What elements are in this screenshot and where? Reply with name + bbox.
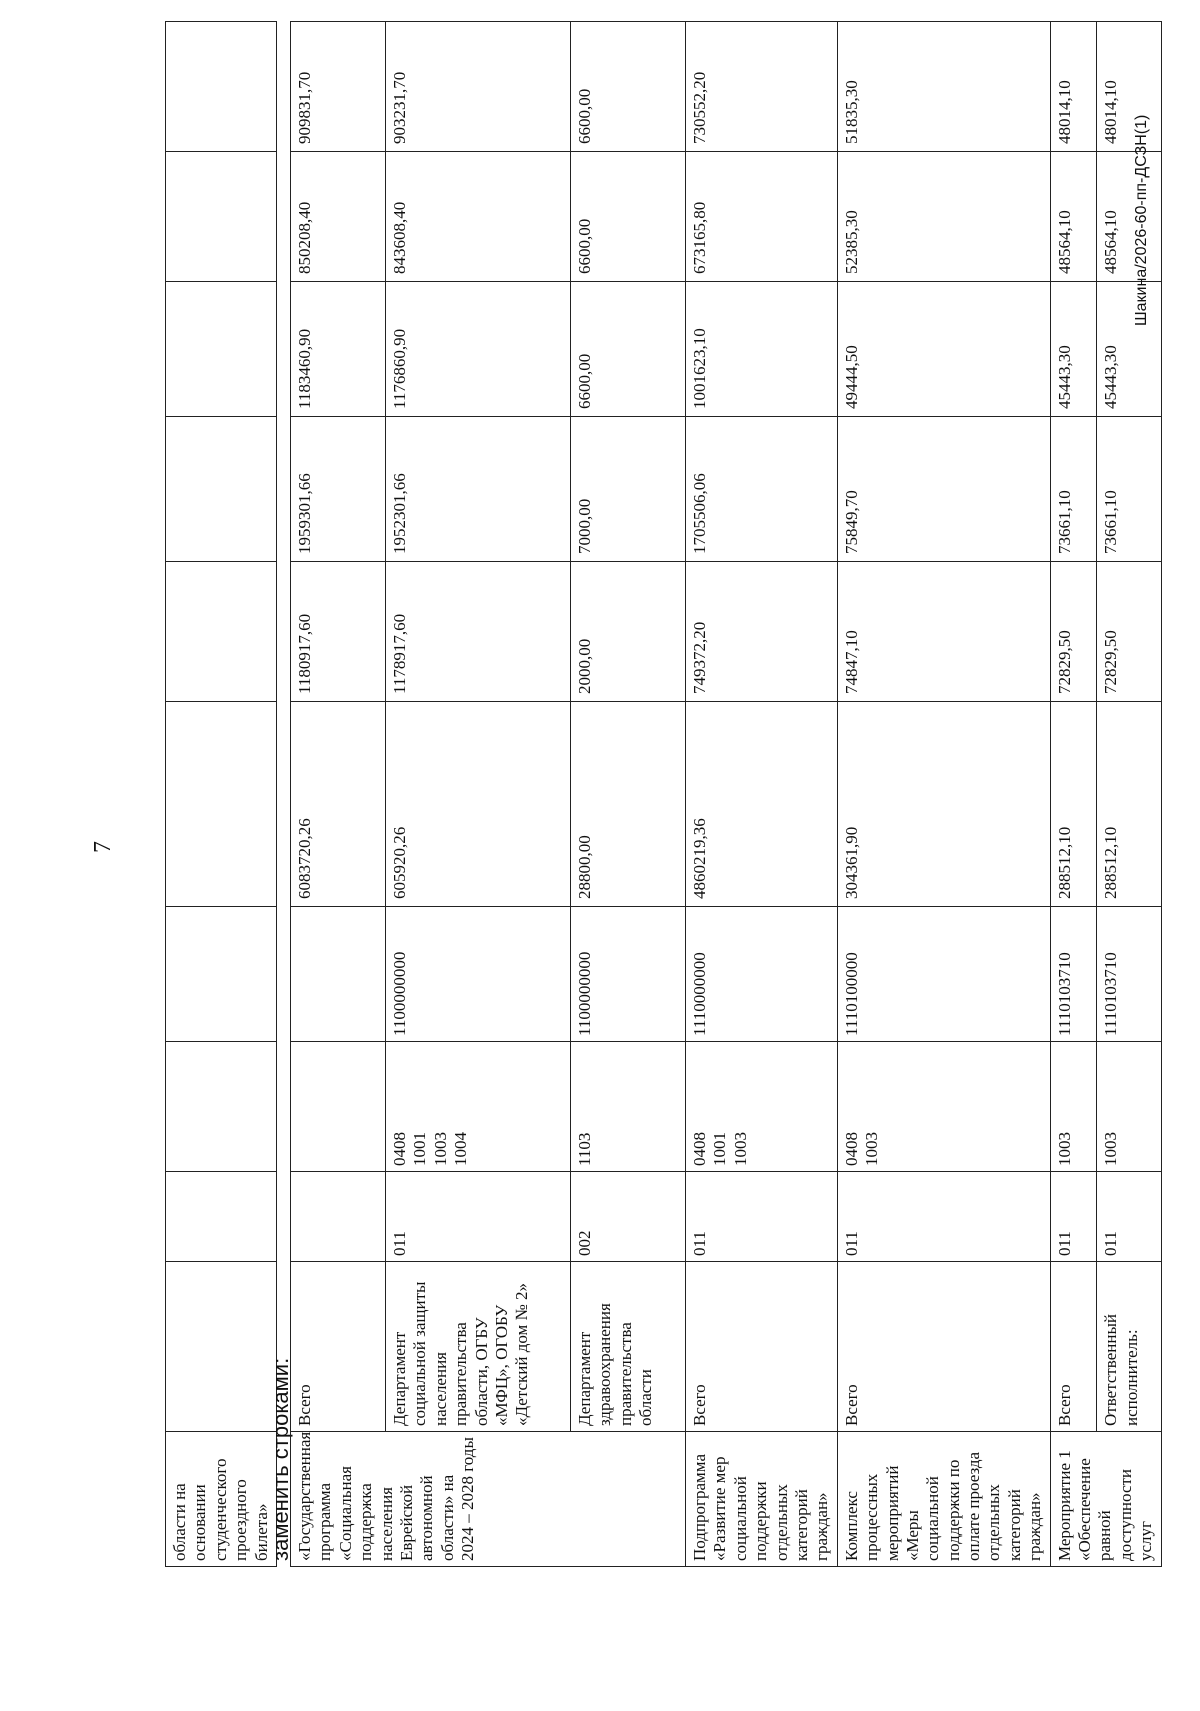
cell-2028: 909831,70: [291, 22, 386, 152]
document-code: Шакина/2026-60-пп-ДСЗН(1): [1133, 114, 1150, 326]
cell-2026: 1183460,90: [291, 282, 386, 417]
page-number: 7: [90, 841, 116, 853]
cell-name: Подпрограмма «Развитие мер социальной поддержки отдельных категорий граждан»: [686, 1432, 838, 1567]
cell-total: 288512,10: [1050, 702, 1097, 907]
cell-2028: 730552,20: [686, 22, 838, 152]
budget-table: [290, 21, 1162, 1567]
cell-total: 28800,00: [571, 702, 686, 907]
cell-2024: 749372,20: [686, 562, 838, 702]
cell-csr: 1100000000: [386, 907, 571, 1042]
rzpr-code: 0408: [841, 1132, 861, 1166]
table-row: [1050, 22, 1097, 1567]
cell-2024: 72829,50: [1050, 562, 1097, 702]
cell-2028: 6600,00: [571, 22, 686, 152]
cell-name: «Государственная программа «Социальная поддержка населения Еврейской автономной области» на 2024 – 2028 годы: [291, 1432, 686, 1567]
rzpr-code: 1001: [710, 1132, 730, 1166]
cell-2027: 843608,40: [386, 152, 571, 282]
rzpr-code: 1103: [575, 1132, 594, 1166]
cell-csr: 1110103710: [1050, 907, 1097, 1042]
cell-executor: Всего: [686, 1262, 838, 1432]
cell-grbs: 011: [686, 1172, 838, 1262]
cell-2027: 48564,10: [1097, 152, 1161, 282]
table-row: [686, 22, 838, 1567]
cell-2025: 1705506,06: [686, 417, 838, 562]
table-row: [166, 22, 277, 1567]
cell-2027: 673165,80: [686, 152, 838, 282]
rzpr-code: 1004: [451, 1132, 471, 1166]
cell-grbs: 011: [837, 1172, 1050, 1262]
cell-name: области на основании студенческого проездного билета»: [166, 1432, 277, 1567]
cell-2024: 2000,00: [571, 562, 686, 702]
cell-grbs: 002: [571, 1172, 686, 1262]
cell-rzpr: [386, 1042, 571, 1172]
cell-2026: 45443,30: [1097, 282, 1161, 417]
cell-total: 304361,90: [837, 702, 1050, 907]
table-row: [571, 22, 686, 1567]
cell-2025: 1959301,66: [291, 417, 386, 562]
cell-csr: 1100000000: [571, 907, 686, 1042]
cell-2025: 1952301,66: [386, 417, 571, 562]
rzpr-code: 1003: [862, 1132, 882, 1166]
cell-2028: 48014,10: [1097, 22, 1161, 152]
table-row: [1097, 22, 1161, 1567]
cell-grbs: 011: [386, 1172, 571, 1262]
cell-total: 605920,26: [386, 702, 571, 907]
table-row: [837, 22, 1050, 1567]
cell-grbs: 011: [1050, 1172, 1097, 1262]
rzpr-code: 1001: [410, 1132, 430, 1166]
rzpr-code: 1003: [1101, 1132, 1121, 1166]
cell-csr: 1110100000: [837, 907, 1050, 1042]
cell-csr: 1110103710: [1097, 907, 1161, 1042]
cell-csr: [291, 907, 386, 1042]
rzpr-code: 0408: [390, 1132, 409, 1166]
cell-rzpr: [1050, 1042, 1097, 1172]
cell-rzpr: [1097, 1042, 1161, 1172]
cell-2028: 51835,30: [837, 22, 1050, 152]
rzpr-code: 1003: [1054, 1132, 1074, 1166]
table-row: [291, 22, 386, 1567]
cell-2026: 1176860,90: [386, 282, 571, 417]
cell-2024: 1180917,60: [291, 562, 386, 702]
cell-executor: Департамент здравоохранения правительства области: [571, 1262, 686, 1432]
cell-rzpr: [686, 1042, 838, 1172]
cell-name: Комплекс процессных мероприятий «Меры социальной поддержки по оплате проезда отдельных категорий граждан»: [837, 1432, 1050, 1567]
cell-2028: 903231,70: [386, 22, 571, 152]
cell-name: Мероприятие 1 «Обеспечение равной доступности услуг: [1050, 1432, 1161, 1567]
cell-grbs: [291, 1172, 386, 1262]
cell-2026: 1001623,10: [686, 282, 838, 417]
cell-2026: 6600,00: [571, 282, 686, 417]
cell-executor: Ответственный исполнитель:: [1097, 1262, 1161, 1432]
cell-2027: 48564,10: [1050, 152, 1097, 282]
cell-total: 6083720,26: [291, 702, 386, 907]
cell-2026: 49444,50: [837, 282, 1050, 417]
rzpr-code: 1003: [730, 1132, 750, 1166]
rzpr-code: 1003: [430, 1132, 450, 1166]
cell-executor: Всего: [291, 1262, 386, 1432]
cell-2027: 850208,40: [291, 152, 386, 282]
cell-2024: 1178917,60: [386, 562, 571, 702]
cell-rzpr: [291, 1042, 386, 1172]
table-row: [386, 22, 571, 1567]
rzpr-code: 0408: [690, 1132, 709, 1166]
cell-executor: Всего: [837, 1262, 1050, 1432]
cell-2025: 75849,70: [837, 417, 1050, 562]
cell-2024: 74847,10: [837, 562, 1050, 702]
cell-2025: 73661,10: [1097, 417, 1161, 562]
cell-executor: Всего: [1050, 1262, 1097, 1432]
cell-csr: 1110000000: [686, 907, 838, 1042]
cell-2027: 6600,00: [571, 152, 686, 282]
cell-total: 4860219,36: [686, 702, 838, 907]
replace-label: заменить строками:: [268, 1357, 293, 1561]
cell-2026: 45443,30: [1050, 282, 1097, 417]
cell-rzpr: [837, 1042, 1050, 1172]
cell-2028: 48014,10: [1050, 22, 1097, 152]
cell-executor: Департамент социальной защиты населения правительства области, ОГБУ «МФЦ», ОГОБУ «Детский дом № 2»: [386, 1262, 571, 1432]
cell-rzpr: [571, 1042, 686, 1172]
cell-grbs: 011: [1097, 1172, 1161, 1262]
cell-2025: 7000,00: [571, 417, 686, 562]
cell-2025: 73661,10: [1050, 417, 1097, 562]
cell-2024: 72829,50: [1097, 562, 1161, 702]
cell-2027: 52385,30: [837, 152, 1050, 282]
top-table-fragment: [165, 21, 277, 1567]
cell-total: 288512,10: [1097, 702, 1161, 907]
